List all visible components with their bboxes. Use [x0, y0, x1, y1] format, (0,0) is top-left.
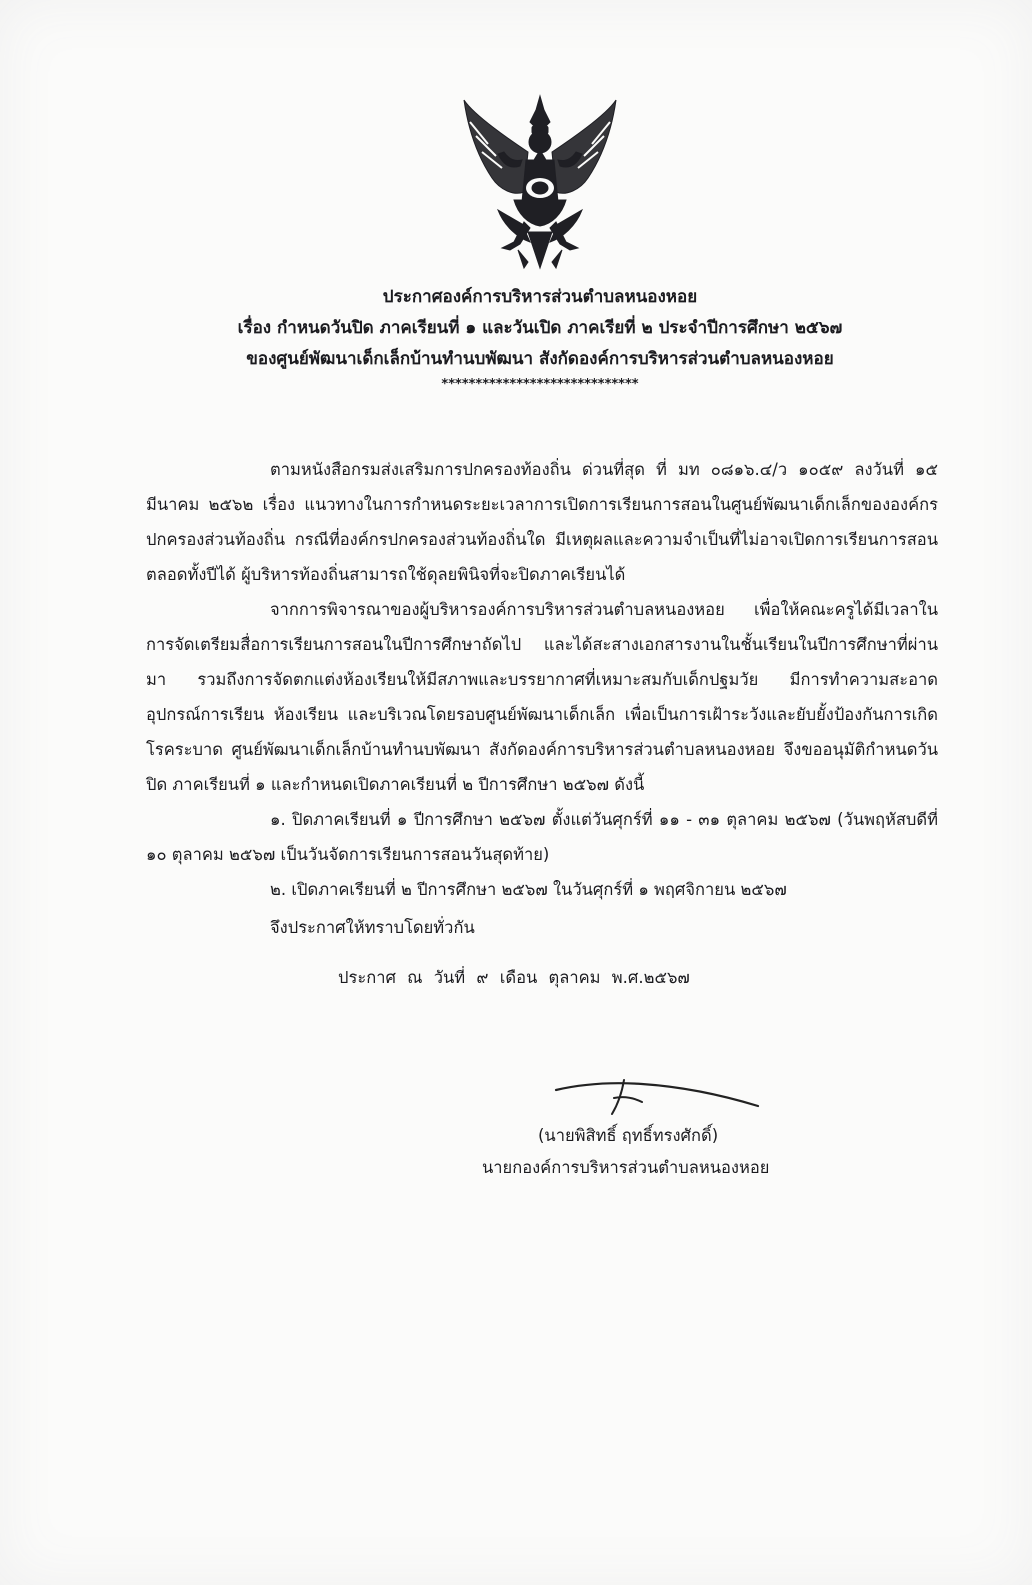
header-line-2: เรื่อง กำหนดวันปิด ภาคเรียนที่ ๑ และวันเปิด ภาคเรียที่ ๒ ประจำปีการศึกษา ๒๕๖๗	[237, 318, 843, 338]
header-line-3: ของศูนย์พัฒนาเด็กเล็กบ้านทำนบพัฒนา สังกัดองค์การบริหารส่วนตำบลหนองหอย	[246, 349, 834, 369]
list-item-1: ๑. ปิดภาคเรียนที่ ๑ ปีการศึกษา ๒๕๖๗ ตั้งแต่วันศุกร์ที่ ๑๑ - ๓๑ ตุลาคม ๒๕๖๗ (วันพฤหัสบดีที่ ๑๐ ตุลาคม ๒๕๖๗ เป็นวันจัดการเรียนการสอนวันสุดท้าย)	[146, 810, 938, 864]
garuda-emblem	[458, 92, 622, 274]
announcement-date: ประกาศ ณ วันที่ ๙ เดือน ตุลาคม พ.ศ.๒๕๖๗	[338, 968, 690, 987]
document-header	[140, 282, 940, 395]
list-item-2: ๒. เปิดภาคเรียนที่ ๒ ปีการศึกษา ๒๕๖๗ ในวันศุกร์ที่ ๑ พฤศจิกายน ๒๕๖๗	[270, 880, 787, 899]
header-line-1: ประกาศองค์การบริหารส่วนตำบลหนองหอย	[382, 287, 698, 307]
signatory-title: นายกองค์การบริหารส่วนตำบลหนองหอย	[482, 1158, 770, 1177]
paragraph-2: จากการพิจารณาของผู้บริหารองค์การบริหารส่วนตำบลหนองหอย เพื่อให้คณะครูได้มีเวลาในการจัดเตรียมสื่อการเรียนการสอนในปีการศึกษาถัดไป และได้สะสางเอกสารงานในชั้นเรียนในปีการศึกษาที่ผ่านมา รวมถึงการจัดตกแต่งห้องเรียนให้มีสภาพและบรรยากาศที่เหมาะสมกับเด็กปฐมวัย มีการทำความสะอาดอุปกรณ์การเรียน ห้องเรียน และบริเวณโดยรอบศูนย์พัฒนาเด็กเล็ก เพื่อเป็นการเฝ้าระวังและยับยั้งป้องกันการเกิดโรคระบาด ศูนย์พัฒนาเด็กเล็กบ้านทำนบพัฒนา สังกัดองค์การบริหารส่วนตำบลหนองหอย จึงขออนุมัติกำหนดวันปิด ภาคเรียนที่ ๑ และกำหนดเปิดภาคเรียนที่ ๒ ปีการศึกษา ๒๕๖๗ ดังนี้	[146, 600, 938, 794]
document-body	[146, 452, 938, 907]
paragraph-1: ตามหนังสือกรมส่งเสริมการปกครองท้องถิ่น ด่วนที่สุด ที่ มท ๐๘๑๖.๔/ว ๑๐๕๙ ลงวันที่ ๑๕ มีนาคม ๒๕๖๒ เรื่อง แนวทางในการกำหนดระยะเวลาการเปิดการเรียนการสอนในศูนย์พัฒนาเด็กเล็กขององค์กรปกครองส่วนท้องถิ่น กรณีที่องค์กรปกครองส่วนท้องถิ่นใด มีเหตุผลและความจำเป็นที่ไม่อาจเปิดการเรียนการสอนตลอดทั้งปีได้ ผู้บริหารท้องถิ่นสามารถใช้ดุลยพินิจที่จะปิดภาคเรียนได้	[146, 460, 938, 584]
closing-statement: จึงประกาศให้ทราบโดยทั่วกัน	[270, 918, 475, 937]
signatory-name: (นายพิสิทธิ์ ฤทธิ์ทรงศักดิ์)	[538, 1126, 719, 1145]
header-separator: *****************************	[441, 377, 639, 392]
handwritten-signature	[552, 1078, 762, 1118]
